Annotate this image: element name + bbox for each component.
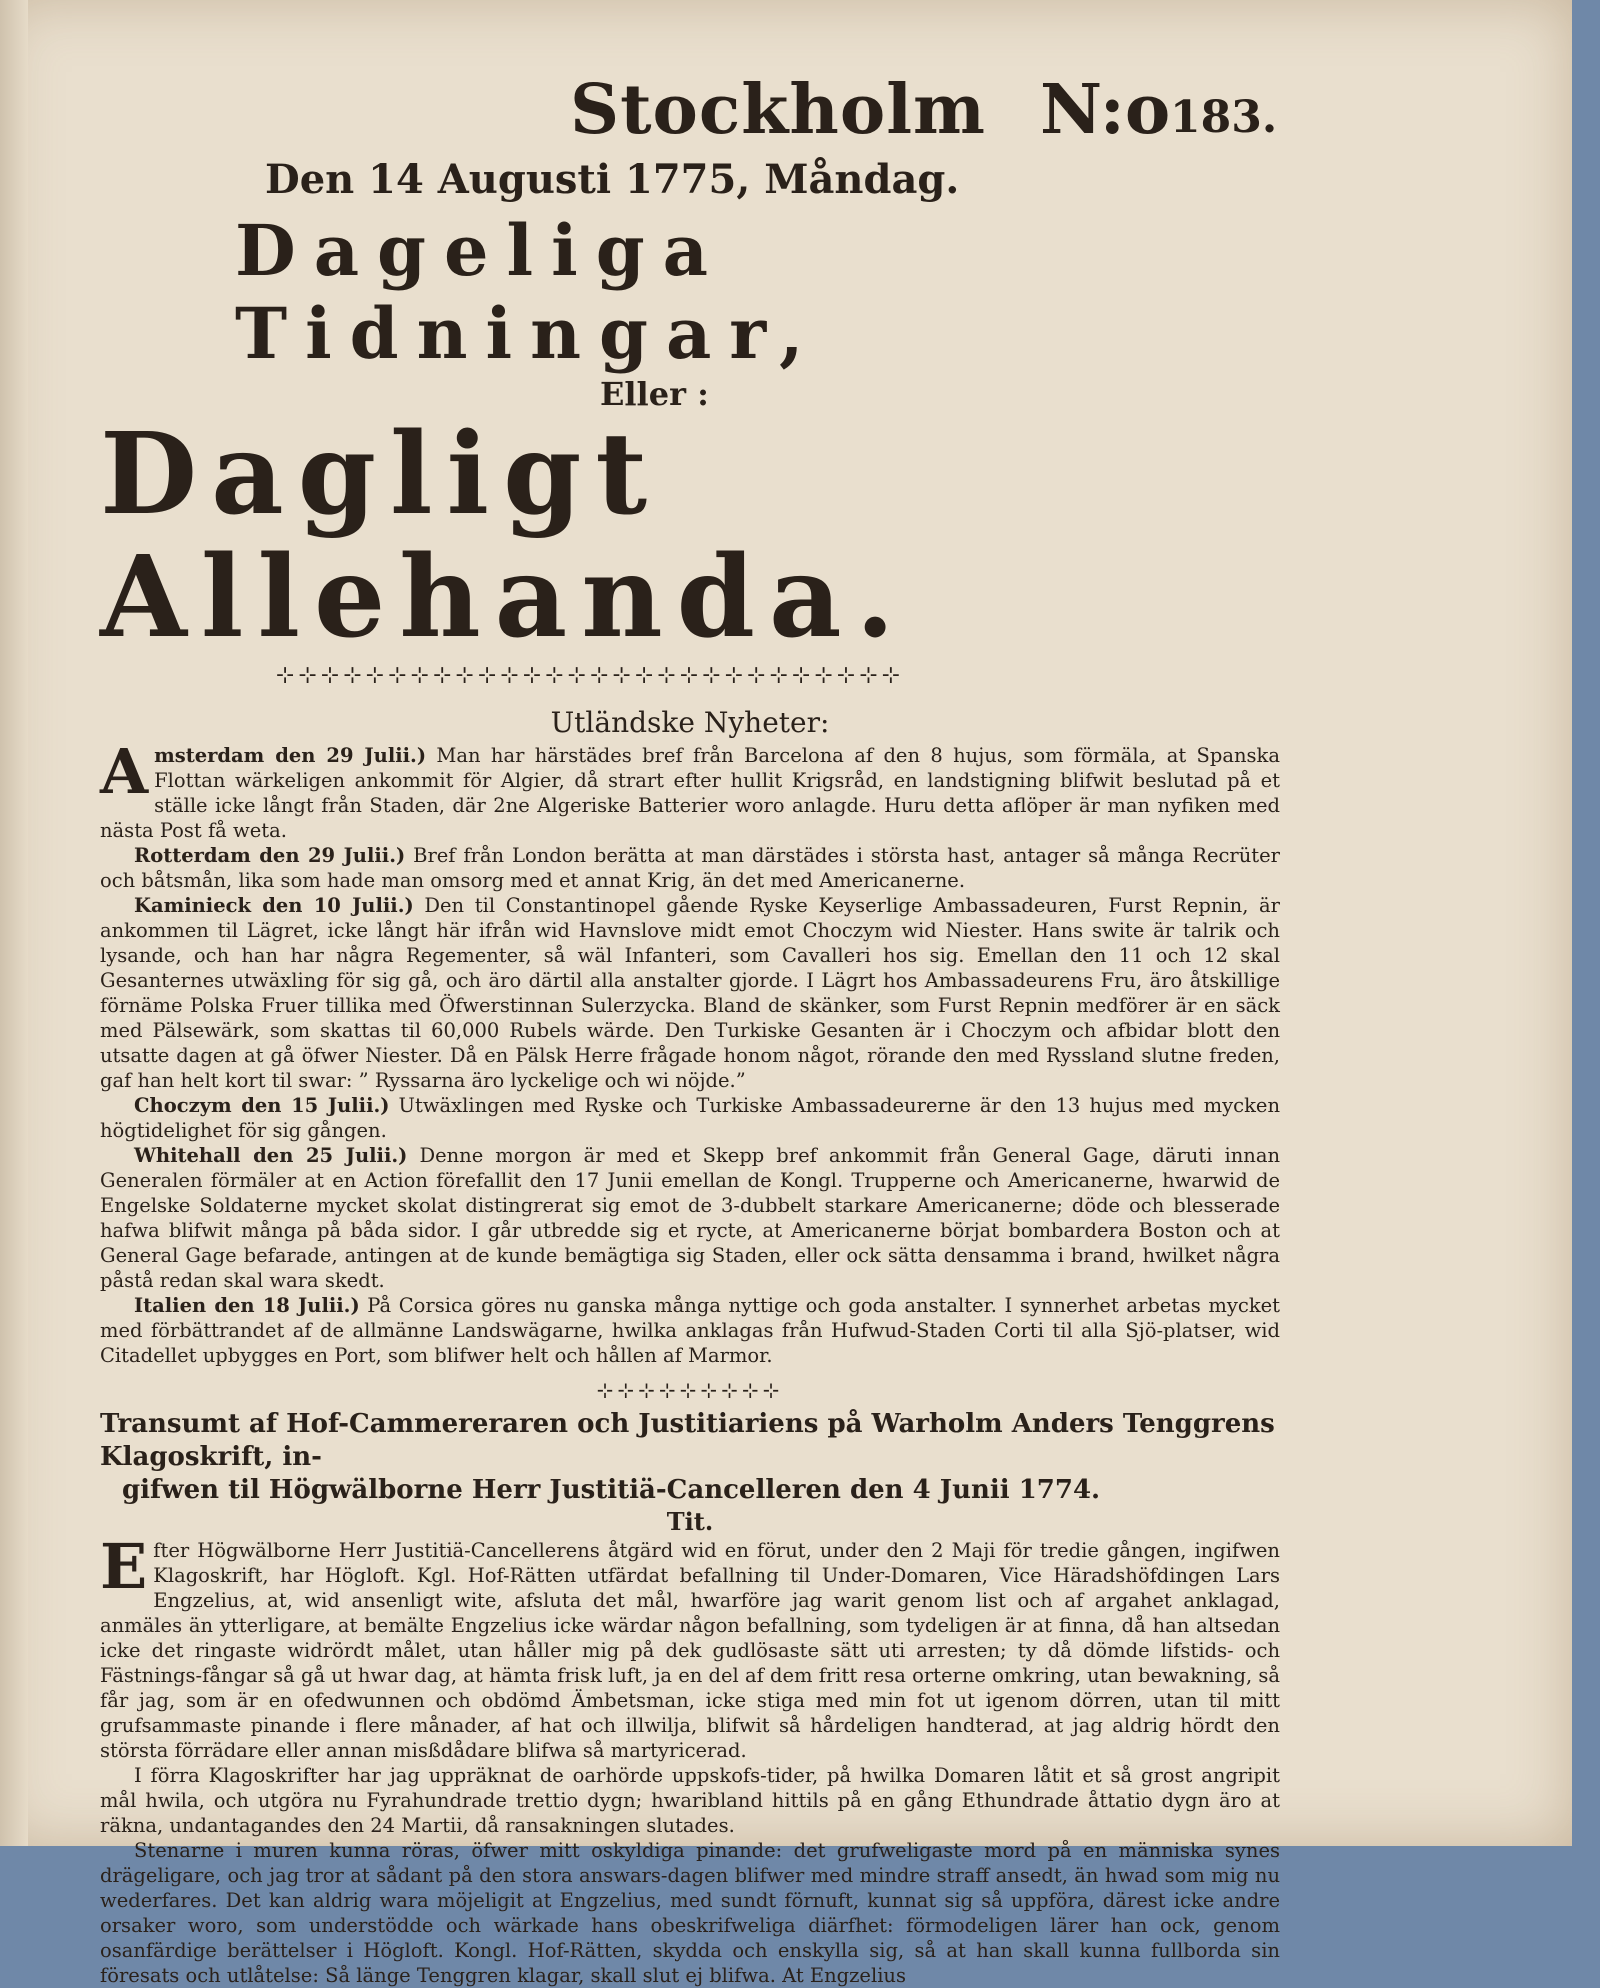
news-place: Rotterdam den 29 Julii.) <box>134 844 406 868</box>
title-eller: Eller : <box>600 375 709 413</box>
transumt-paragraph <box>100 1530 1280 1763</box>
paragraph-text: Stenarne i muren kunna röras, öfwer mitt oskyldiga pinande: det grufweligaste mord på en människa synes drägeligare, och jag tror at sådant på den stora answars-dagen blifwer med mindre straff ansedt, än hwad som mig nu wederfares. Det kan aldrig wara möjeligit at Engzelius, med sundt förnuft, kunnat sig så uppföra, därest icke andre orsaker woro, som understödde och wärkade hans obeskrifweliga diärfhet: förmodeligen lärer han ock, genom osanfärdige berättelser i Högloft. Kongl. Hof-Rätten, skydda och enskylla sig, så at han skall kunna fullborda sin föresats och utlåtelse: Så länge Tenggren klagar, skall slut ej blifwa. At Engzelius <box>100 1839 1280 1988</box>
masthead-city: Stockholm <box>570 70 986 150</box>
issue-number: 183. <box>1170 92 1278 143</box>
issue-label: N:o <box>1040 70 1171 150</box>
news-place: Choczym den 15 Julii.) <box>134 1094 390 1118</box>
page-fold-shadow <box>0 0 28 1846</box>
ornament-rule: ⊹⊹⊹⊹⊹⊹⊹⊹⊹⊹⊹⊹⊹⊹⊹⊹⊹⊹⊹⊹⊹⊹⊹⊹⊹⊹⊹⊹ <box>275 663 905 689</box>
news-item <box>100 1093 1280 1143</box>
news-text: Denne morgon är med et Skepp bref ankommit från General Gage, däruti innan Generalen förmäler at en Action förefallit den 17 Junii emellan de Kongl. Trupperne och Americanerne, hwarwid de Engelske Soldaterne mycket skolat distingrerat sig emot de 3-dubbelt starkare Americanerne; döde och blesserade hafwa blifwit många på båda sidor. I går utbredde sig et rycte, at Americanerne börjat bombardera Boston och at General Gage befarade, antingen at de kunde bemägtiga sig Staden, eller ock sätta densamma i brand, hwilket några påstå redan skal wara skedt. <box>100 1144 1281 1293</box>
news-place: Kaminieck den 10 Julii.) <box>134 894 414 918</box>
page-content <box>100 70 1280 1988</box>
news-item <box>100 893 1280 1093</box>
tit-label: Tit. <box>666 1507 714 1537</box>
news-item <box>100 735 1280 843</box>
transumt-heading <box>100 1408 1280 1507</box>
transumt-heading-line1: Transumt af Hof-Cammereraren och Justitiariens på Warholm Anders Tenggrens Klagoskrift, in- <box>100 1409 1275 1473</box>
ornament-small-rule: ⊹⊹⊹⊹⊹⊹⊹⊹⊹ <box>596 1378 784 1403</box>
paragraph-text: fter Högwälborne Herr Justitiä-Cancellerens åtgärd wid en förut, under den 2 Maji för tredie gången, ingifwen Klagoskrift, har Högloft. Kgl. Hof-Rätten utfärdat befallning til Under-Domaren, Vice Häradshöfdingen Lars Engzelius, at, wid ansenligt wite, afsluta det mål, hwarföre jag warit genom list och af argahet anklagad, anmäles än ytterligare, at bemälte Engzelius icke wärdar någon befallning, som tydeligen är at finna, då han altsedan icke det ringaste widrördt målet, utan håller mig på dek gudlösaste sätt uti arresten; ty då dömde lifstids- och Fästnings-fångar så gå ut hwar dag, at hämta frisk luft, ja en del af dem fritt resa orterne omkring, utan bewakning, så får jag, som är en ofedwunnen och obdömd Ämbetsman, icke stiga med min fot ut igenom dörren, utan til mitt grufsammaste pinande i flere månader, af hat och illwilja, blifwit så hårdeligen handterad, at jag aldrig hördt den största förrädare eller annan misßdådare blifwa så martyricerad. <box>100 1539 1280 1763</box>
transumt-paragraph <box>100 1763 1280 1838</box>
title-dagligt-allehanda: Dagligt Allehanda. <box>100 409 909 664</box>
title-dageliga-tidningar: Dageliga Tidningar, <box>235 209 822 375</box>
news-item <box>100 1143 1280 1293</box>
section-heading-foreign-news: Utländske Nyheter: <box>550 706 830 740</box>
news-item <box>100 1293 1280 1368</box>
news-place: msterdam den 29 Julii.) <box>154 744 427 768</box>
news-text: Den til Constantinopel gående Ryske Keyserlige Ambassadeuren, Furst Repnin, är ankommen til Lägret, icke långt här ifrån wid Havnslove midt emot Choczym wid Niester. Hans swite är talrik och lysande, och han har några Regementer, så wäl Infanteri, som Cavalleri hos sig. Emellan den 11 och 12 skal Gesanternes utwäxling för sig gå, och äro därtil alla anstalter gjorde. I Lägrt hos Ambassadeurens Fru, äro åtskillige förnäme Polska Fruer tillika med Öfwerstinnan Sulerzycka. Bland de skänker, som Furst Repnin medförer är en säck med Pälsewärk, som skattas til 60,000 Rubels wärde. Den Turkiske Gesanten är i Choczym och afbidar blott den utsatte dagen at gå öfwer Niester. Då en Pälsk Herre frågade honom något, rörande den med Ryssland slutne freden, gaf han helt kort til swar: ” Ryssarna äro lyckelige och wi nöjde.” <box>100 894 1280 1093</box>
news-text: Utwäxlingen med Ryske och Turkiske Ambassadeurerne är den 13 hujus med mycken högtidelighet för sig gången. <box>100 1094 1281 1143</box>
news-text: Man har härstädes bref från Barcelona af den 8 hujus, som förmäla, at Spanska Flottan wärkeligen ankommit för Algier, då strart efter hullit Krigsråd, en landstigning blifwit beslutad på et ställe icke långt från Staden, där 2ne Algeriske Batterier woro anlagde. Huru detta aflöper är man nyfiken med nästa Post få weta. <box>100 744 1280 843</box>
dateline: Den 14 Augusti 1775, Måndag. <box>265 156 960 203</box>
news-place: Italien den 18 Julii.) <box>134 1294 360 1318</box>
masthead-top-line <box>100 70 1280 156</box>
transumt-heading-line2: gifwen til Högwälborne Herr Justitiä-Cancelleren den 4 Junii 1774. <box>122 1475 1101 1506</box>
news-text: Bref från London berätta at man därstädes i största hast, antager så många Recrüter och båtsmån, lika som hade man omsorg med et annat Krig, än det med Americanerne. <box>100 844 1280 893</box>
news-text: På Corsica göres nu ganska många nyttige och goda anstalter. I synnerhet arbetas mycket med förbättrandet af de allmänne Landswägarne, hwilka anklagas från Hufwud-Staden Corti til alla Sjö-platser, wid Citadellet upbygges en Port, som blifwer helt och hållen af Marmor. <box>100 1294 1281 1368</box>
transumt-body <box>100 1530 1280 1988</box>
news-place: Whitehall den 25 Julii.) <box>134 1144 408 1168</box>
dropcap: A <box>100 735 149 809</box>
news-item <box>100 843 1280 893</box>
foreign-news-body <box>100 735 1281 1368</box>
paragraph-text: I förra Klagoskrifter har jag uppräknat de oarhörde uppskofs-tider, på hwilka Domaren låtit et så grost angripit mål hwila, och utgöra nu Fyrahundrade trettio dygn; hwaribland hittils på en gång Ethundrade åttatio dygn äro at räkna, undantagandes den 24 Martii, då ransakningen slutades. <box>100 1764 1280 1838</box>
transumt-paragraph <box>100 1838 1280 1988</box>
dropcap: E <box>100 1530 148 1604</box>
